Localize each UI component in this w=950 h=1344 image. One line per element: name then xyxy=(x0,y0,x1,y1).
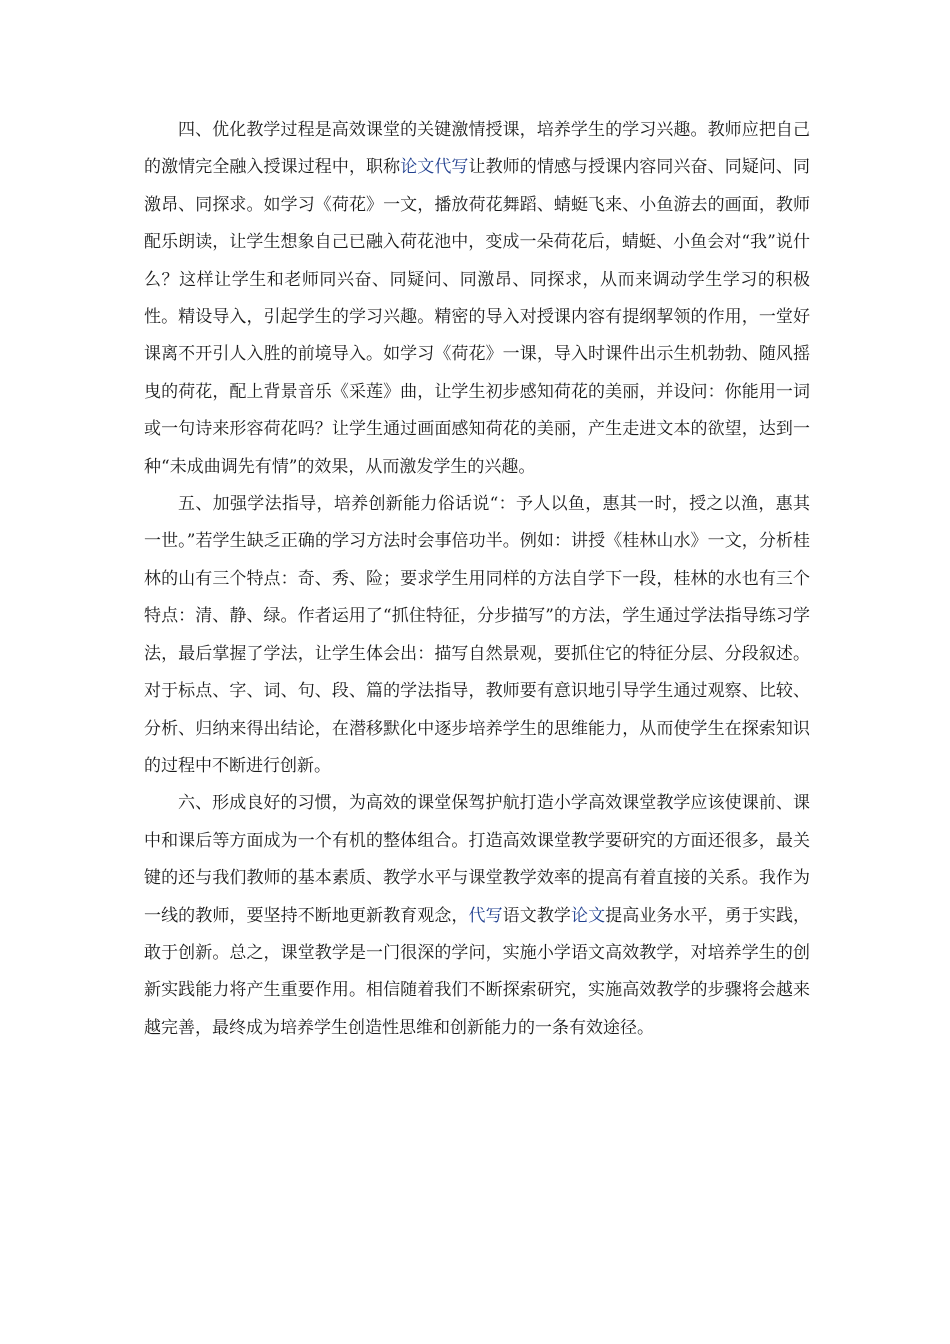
paragraph-text: 六、形成良好的习惯，为高效的课堂保驾护航打造小学高效课堂教学应该使课前、课中和课后等方面成为一个有机的整体组合。打造高效课堂教学要研究的方面还很多，最关键的还与我们教师的基本素质、教学水平与课堂教学效率的提高有着直接的关系。我作为一线的教师，要坚持不断地更新教育观念， xyxy=(144,793,810,926)
link-thesis[interactable]: 论文 xyxy=(571,905,606,926)
paragraph-text: 让教师的情感与授课内容同兴奋、同疑问、同激昂、同探求。如学习《荷花》一文，播放荷花舞蹈、蜻蜓飞来、小鱼游去的画面，教师配乐朗读，让学生想象自己已融入荷花池中，变成一朵荷花后，蜻蜓、小鱼会对“我”说什么？这样让学生和老师同兴奋、同疑问、同激昂、同探求，从而来调动学生学习的积极性。精设导入，引起学生的学习兴趣。精密的导入对授课内容有提纲挈领的作用，一堂好课离不开引人入胜的前境导入。如学习《荷花》一课，导入时课件出示生机勃勃、随风摇曳的荷花，配上背景音乐《采莲》曲，让学生初步感知荷花的美丽，并设问：你能用一词或一句诗来形容荷花吗？让学生通过画面感知荷花的美丽，产生走进文本的欲望，达到一种“未成曲调先有情”的效果，从而激发学生的兴趣。 xyxy=(144,157,811,477)
article-body xyxy=(144,112,810,1047)
paragraph-text: 语文教学 xyxy=(502,905,571,926)
paragraph-text: 五、加强学法指导，培养创新能力俗话说“：予人以鱼，惠其一时，授之以渔，惠其一世。”若学生缺乏正确的学习方法时会事倍功半。例如：讲授《桂林山水》一文，分析桂林的山有三个特点：奇、秀、险；要求学生用同样的方法自学下一段，桂林的水也有三个特点：清、静、绿。作者运用了“抓住特征，分步描写”的方法，学生通过学法指导练习学法，最后掌握了学法，让学生体会出：描写自然景观，要抓住它的特征分层、分段叙述。对于标点、字、词、句、段、篇的学法指导，教师要有意识地引导学生通过观察、比较、分析、归纳来得出结论，在潜移默化中逐步培养学生的思维能力，从而使学生在探索知识的过程中不断进行创新。 xyxy=(144,494,810,776)
paragraph-teaching-process xyxy=(144,112,810,486)
paragraph-good-habits xyxy=(144,785,810,1047)
paragraph-study-methods xyxy=(144,486,810,785)
link-ghostwriting[interactable]: 代写 xyxy=(468,905,503,926)
paragraph-text: 四、优化教学过程是高效课堂的关键激情授课，培养学生的学习兴趣。教师应把自己的激情完全融入授课过程中，职称 xyxy=(144,120,810,178)
link-thesis-writing[interactable]: 论文代写 xyxy=(400,157,469,178)
paragraph-text: 提高业务水平，勇于实践，敢于创新。总之，课堂教学是一门很深的学问，实施小学语文高效教学，对培养学生的创新实践能力将产生重要作用。相信随着我们不断探索研究，实施高效教学的步骤将会越来越完善，最终成为培养学生创造性思维和创新能力的一条有效途径。 xyxy=(144,905,811,1038)
